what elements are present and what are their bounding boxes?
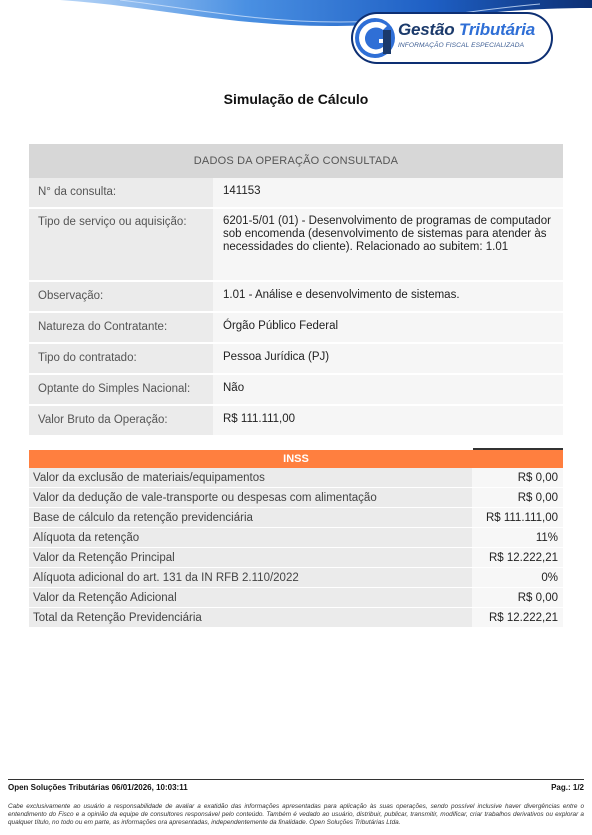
inss-value: R$ 12.222,21 — [472, 608, 563, 627]
operation-value: 6201-5/01 (01) - Desenvolvimento de programas de computador sob encomenda (desenvolvimento de sistemas para atender às necessidades do cliente). Relacionado ao subitem: 1.01 — [213, 209, 563, 280]
operation-value: Órgão Público Federal — [213, 313, 563, 342]
operation-label: Tipo de serviço ou aquisição: — [29, 209, 213, 280]
operation-row — [29, 209, 563, 282]
operation-value: 141153 — [213, 178, 563, 207]
inss-top-rule — [473, 448, 563, 450]
operation-value: Pessoa Jurídica (PJ) — [213, 344, 563, 373]
operation-row — [29, 282, 563, 313]
inss-row — [29, 548, 563, 568]
inss-row — [29, 508, 563, 528]
operation-label: Natureza do Contratante: — [29, 313, 213, 342]
operation-row — [29, 406, 563, 437]
operation-label: Observação: — [29, 282, 213, 311]
inss-label: Base de cálculo da retenção previdenciária — [29, 508, 472, 527]
operation-label: Optante do Simples Nacional: — [29, 375, 213, 404]
page-number: Pag.: 1/2 — [551, 783, 584, 792]
inss-value: R$ 111.111,00 — [472, 508, 563, 527]
operation-row — [29, 178, 563, 209]
brand-name: Gestão Tributária — [398, 20, 536, 39]
operation-data-table — [29, 144, 563, 437]
inss-value: R$ 12.222,21 — [472, 548, 563, 567]
inss-row — [29, 568, 563, 588]
operation-label: Tipo do contratado: — [29, 344, 213, 373]
inss-label: Alíquota da retenção — [29, 528, 472, 547]
operation-row — [29, 313, 563, 344]
operation-row — [29, 344, 563, 375]
inss-value: R$ 0,00 — [472, 588, 563, 607]
inss-value: R$ 0,00 — [472, 468, 563, 487]
inss-label: Valor da exclusão de materiais/equipamentos — [29, 468, 472, 487]
inss-value: 0% — [472, 568, 563, 587]
inss-row — [29, 608, 563, 628]
operation-label: N° da consulta: — [29, 178, 213, 207]
operation-header: DADOS DA OPERAÇÃO CONSULTADA — [29, 144, 563, 178]
inss-label: Valor da Retenção Principal — [29, 548, 472, 567]
inss-row — [29, 528, 563, 548]
inss-value: 11% — [472, 528, 563, 547]
disclaimer-text: Cabe exclusivamente ao usuário a responsabilidade de avaliar a exatidão das informações apresentadas para aplicação às suas operações, sendo possível inclusive haver divergências entre o entendimento do Fisco e a opinião da equipe de consultores responsável pelo conteúdo. Também é vedado ao usuário, distribuir, publicar, transmitir, modificar, criar trabalhos derivativos ou explorar a qualquer título, no todo ou em parte, as informações ora apresentadas, independentemente da finalidade. Open Soluções Tributárias Ltda. — [8, 803, 584, 826]
footer-timestamp: Open Soluções Tributárias 06/01/2026, 10:03:11 — [8, 783, 188, 792]
inss-label: Valor da Retenção Adicional — [29, 588, 472, 607]
operation-value: 1.01 - Análise e desenvolvimento de sistemas. — [213, 282, 563, 311]
operation-label: Valor Bruto da Operação: — [29, 406, 213, 435]
brand-subtitle: INFORMAÇÃO FISCAL ESPECIALIZADA — [398, 42, 525, 49]
inss-label: Valor da dedução de vale-transporte ou despesas com alimentação — [29, 488, 472, 507]
inss-row — [29, 588, 563, 608]
operation-value: Não — [213, 375, 563, 404]
footer-divider — [8, 779, 584, 780]
inss-label: Total da Retenção Previdenciária — [29, 608, 472, 627]
page-title: Simulação de Cálculo — [223, 91, 369, 107]
inss-row — [29, 468, 563, 488]
brand-text — [398, 20, 535, 49]
operation-value: R$ 111.111,00 — [213, 406, 563, 435]
inss-header: INSS — [29, 450, 563, 468]
inss-label: Alíquota adicional do art. 131 da IN RFB 2.110/2022 — [29, 568, 472, 587]
inss-table — [29, 448, 563, 628]
operation-row — [29, 375, 563, 406]
inss-row — [29, 488, 563, 508]
inss-value: R$ 0,00 — [472, 488, 563, 507]
